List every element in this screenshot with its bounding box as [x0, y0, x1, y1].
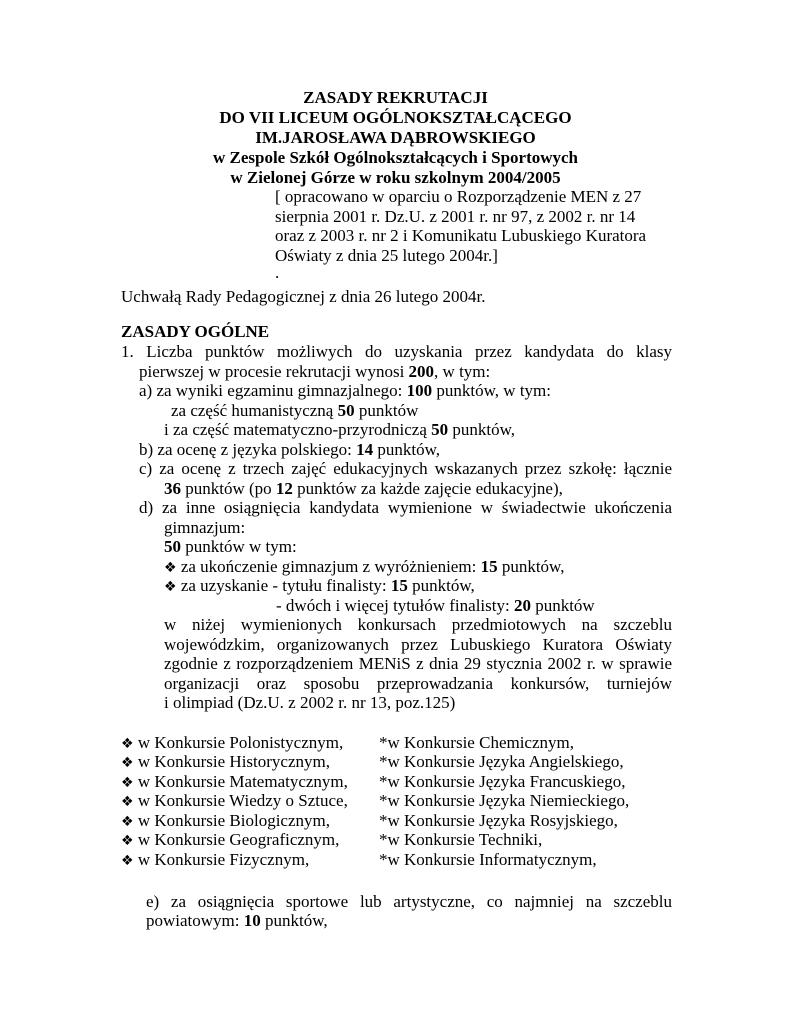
contest-left-4: ❖ w Konkursie Wiedzy o Sztuce,: [121, 791, 348, 810]
item-d-para-3: zgodnie z rozporządzeniem MENiS z dnia 29 stycznia 2002 r. w sprawie: [164, 654, 672, 673]
contest-right-3: *w Konkursie Języka Francuskiego,: [379, 772, 626, 791]
diamond-bullet-icon: ❖: [121, 833, 134, 849]
diamond-bullet-icon: ❖: [121, 755, 134, 771]
basis-line-3: oraz z 2003 r. nr 2 i Komunikatu Lubuskiego Kuratora: [275, 226, 647, 245]
item-d-bullet-2: ❖ za uzyskanie - tytułu finalisty: 15 punktów,: [164, 576, 475, 595]
basis-line-4: Oświaty z dnia 25 lutego 2004r.]: [275, 246, 498, 265]
contest-left-1: ❖ w Konkursie Polonistycznym,: [121, 733, 344, 752]
contest-right-1: *w Konkursie Chemicznym,: [379, 733, 574, 752]
item-d-line-1: d) za inne osiągnięcia kandydata wymienione w świadectwie ukończenia: [139, 498, 672, 517]
item-d-para-5: i olimpiad (Dz.U. z 2002 r. nr 13, poz.125): [164, 693, 456, 712]
item-a: a) za wyniki egzaminu gimnazjalnego: 100 punktów, w tym:: [139, 381, 551, 400]
item-e-line-1: e) za osiągnięcia sportowe lub artystyczne, co najmniej na szczeblu: [146, 892, 672, 911]
item-d-para-2: wojewódzkim, organizowanych przez Lubuskiego Kuratora Oświaty: [164, 635, 672, 654]
contest-left-7: ❖ w Konkursie Fizycznym,: [121, 850, 310, 869]
diamond-bullet-icon: ❖: [121, 794, 134, 810]
title-line-1: ZASADY REKRUTACJI: [303, 88, 488, 107]
title-line-2: DO VII LICEUM OGÓLNOKSZTAŁCĄCEGO: [219, 108, 572, 127]
resolution-line: Uchwałą Rady Pedagogicznej z dnia 26 lutego 2004r.: [121, 287, 486, 306]
item-c-line-1: c) za ocenę z trzech zajęć edukacyjnych wskazanych przez szkołę: łącznie: [139, 459, 672, 478]
item-d-para-1: w niżej wymienionych konkursach przedmiotowych na szczeblu: [164, 615, 672, 634]
point-1-line-1: 1. Liczba punktów możliwych do uzyskania przez kandydata do klasy: [121, 342, 672, 361]
contest-left-5: ❖ w Konkursie Biologicznym,: [121, 811, 330, 830]
diamond-bullet-icon: ❖: [121, 775, 134, 791]
item-a-sub-2: i za część matematyczno-przyrodniczą 50 punktów,: [164, 420, 516, 439]
diamond-bullet-icon: ❖: [121, 814, 134, 830]
contest-right-5: *w Konkursie Języka Rosyjskiego,: [379, 811, 618, 830]
item-d-bullet-2-alt: - dwóch i więcej tytułów finalisty: 20 punktów: [276, 596, 595, 615]
contest-right-7: *w Konkursie Informatycznym,: [379, 850, 597, 869]
diamond-bullet-icon: ❖: [121, 736, 134, 752]
item-d-bullet-1: ❖ za ukończenie gimnazjum z wyróżnieniem: 15 punktów,: [164, 557, 565, 576]
contest-right-4: *w Konkursie Języka Niemieckiego,: [379, 791, 630, 810]
contest-left-3: ❖ w Konkursie Matematycznym,: [121, 772, 348, 791]
basis-line-5: .: [275, 263, 280, 282]
title-line-5: w Zielonej Górze w roku szkolnym 2004/2005: [230, 168, 561, 187]
basis-line-2: sierpnia 2001 r. Dz.U. z 2001 r. nr 97, z 2002 r. nr 14: [275, 207, 636, 226]
point-1-line-2: pierwszej w procesie rekrutacji wynosi 200, w tym:: [139, 362, 491, 381]
item-c-line-2: 36 punktów (po 12 punktów za każde zajęcie edukacyjne),: [164, 479, 563, 498]
title-line-3: IM.JAROSŁAWA DĄBROWSKIEGO: [255, 128, 536, 147]
basis-line-1: [ opracowano w oparciu o Rozporządzenie MEN z 27: [275, 187, 642, 206]
diamond-bullet-icon: ❖: [121, 853, 134, 869]
contest-right-6: *w Konkursie Techniki,: [379, 830, 543, 849]
contest-left-2: ❖ w Konkursie Historycznym,: [121, 752, 330, 771]
diamond-bullet-icon: ❖: [164, 579, 177, 595]
contest-left-6: ❖ w Konkursie Geograficznym,: [121, 830, 340, 849]
item-d-line-2: gimnazjum:: [164, 518, 246, 537]
title-line-4: w Zespole Szkół Ogólnokształcących i Sportowych: [212, 148, 579, 167]
item-b: b) za ocenę z języka polskiego: 14 punktów,: [139, 440, 441, 459]
diamond-bullet-icon: ❖: [164, 560, 177, 576]
item-a-sub-1: za część humanistyczną 50 punktów: [171, 401, 419, 420]
item-d-para-4: organizacji oraz sposobu przeprowadzania konkursów, turniejów: [164, 674, 672, 693]
section-heading: ZASADY OGÓLNE: [121, 322, 270, 341]
contest-right-2: *w Konkursie Języka Angielskiego,: [379, 752, 624, 771]
item-d-total: 50 punktów w tym:: [164, 537, 297, 556]
item-e-line-2: powiatowym: 10 punktów,: [146, 911, 328, 930]
